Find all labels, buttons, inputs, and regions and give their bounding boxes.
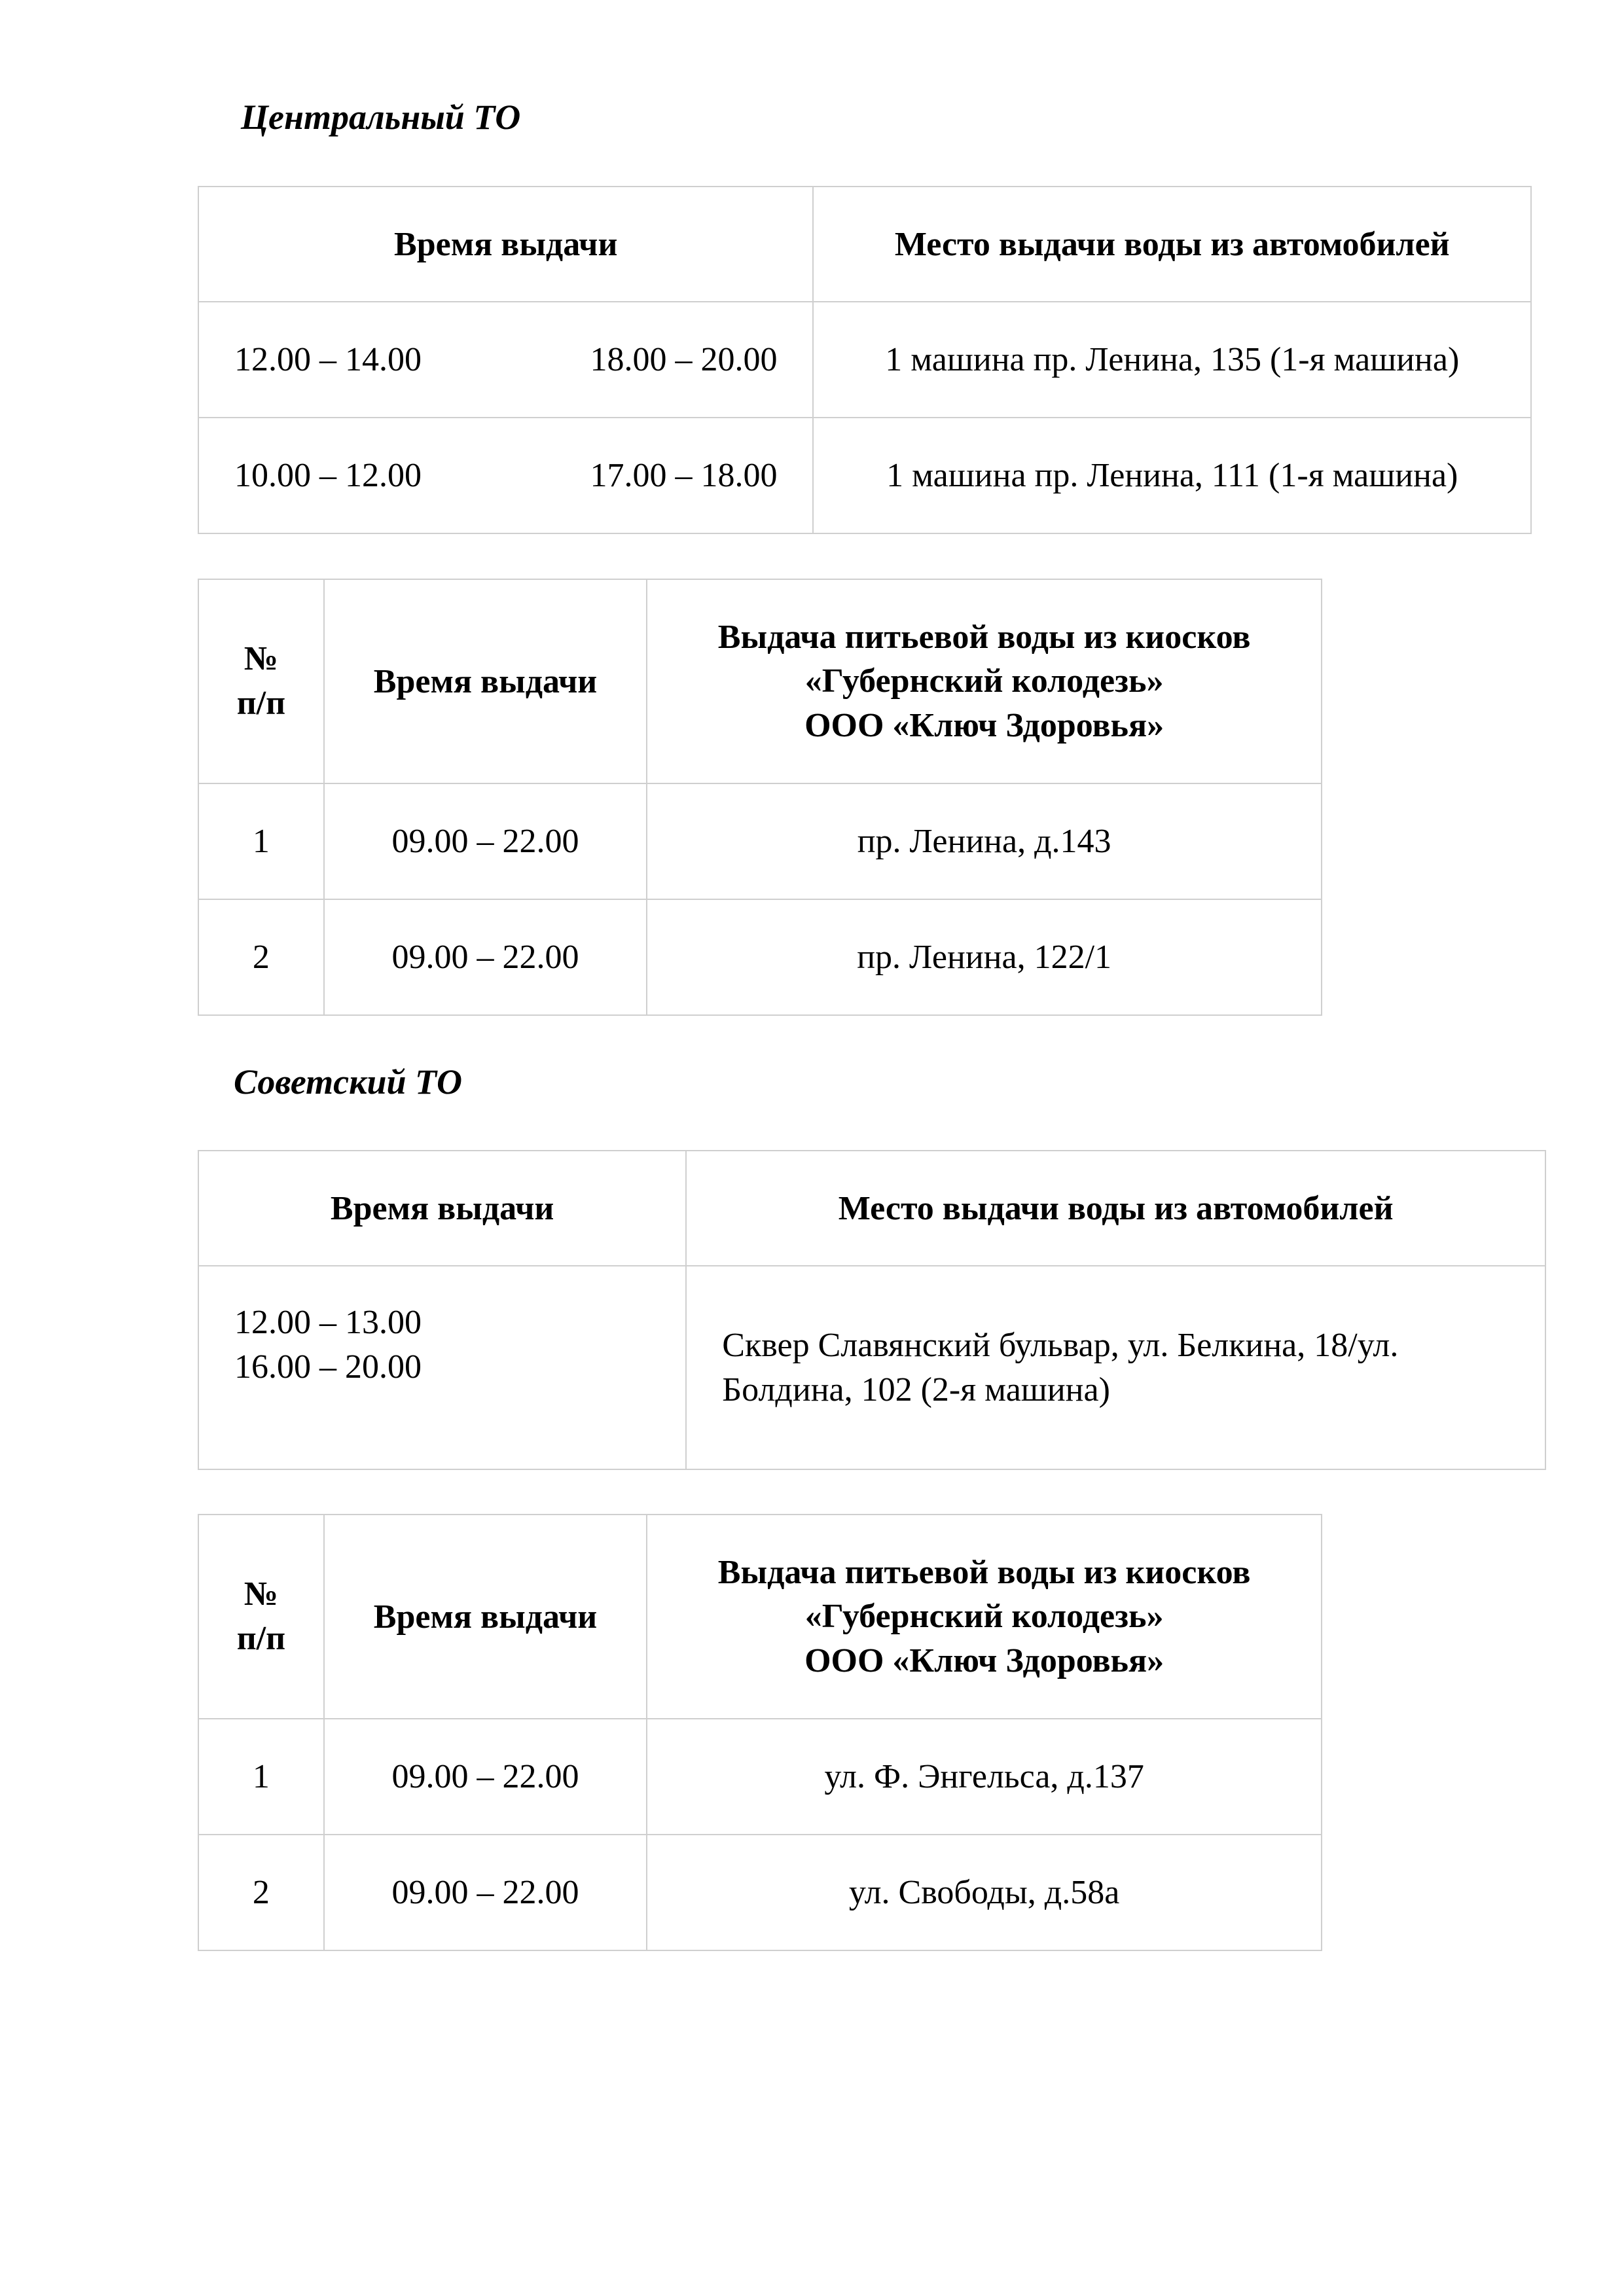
central-kiosks-table (198, 579, 1322, 1016)
place-cell: пр. Ленина, д.143 (647, 783, 1322, 899)
table-row (198, 783, 1322, 899)
time-range: 18.00 – 20.00 (590, 341, 778, 378)
number-cell: 1 (198, 1719, 324, 1835)
place-cell: пр. Ленина, 122/1 (647, 899, 1322, 1015)
time-cell: 09.00 – 22.00 (324, 1719, 647, 1835)
place-cell: ул. Ф. Энгельса, д.137 (647, 1719, 1322, 1835)
header-place: Место выдачи воды из автомобилей (686, 1151, 1545, 1266)
header-place: Место выдачи воды из автомобилей (813, 187, 1531, 302)
time-cell (198, 1266, 686, 1469)
place-cell: ул. Свободы, д.58а (647, 1835, 1322, 1950)
place-cell: 1 машина пр. Ленина, 135 (1-я машина) (813, 302, 1531, 418)
table-row (198, 1266, 1545, 1469)
central-section-title: Центральный ТО (241, 98, 521, 137)
time-range: 16.00 – 20.00 (234, 1348, 422, 1386)
table-row (198, 1835, 1322, 1950)
table-header-row (198, 579, 1322, 783)
time-range: 12.00 – 14.00 (234, 341, 422, 378)
table-row (198, 418, 1531, 533)
central-cars-table (198, 186, 1532, 534)
time-cell: 09.00 – 22.00 (324, 1835, 647, 1950)
header-time: Время выдачи (198, 1151, 686, 1266)
header-time: Время выдачи (324, 579, 647, 783)
header-place: Выдача питьевой воды из киосков «Губернский колодезь» ООО «Ключ Здоровья» (647, 579, 1322, 783)
table-header-row (198, 1151, 1545, 1266)
header-number: № п/п (198, 1515, 324, 1719)
soviet-section-title: Советский ТО (234, 1062, 462, 1102)
soviet-kiosks-table (198, 1514, 1322, 1951)
number-cell: 1 (198, 783, 324, 899)
time-range: 17.00 – 18.00 (590, 457, 778, 494)
table-row (198, 899, 1322, 1015)
header-time: Время выдачи (324, 1515, 647, 1719)
header-place: Выдача питьевой воды из киосков «Губернский колодезь» ООО «Ключ Здоровья» (647, 1515, 1322, 1719)
header-number: № п/п (198, 579, 324, 783)
number-cell: 2 (198, 899, 324, 1015)
time-range: 10.00 – 12.00 (234, 457, 422, 494)
time-range: 12.00 – 13.00 (234, 1304, 422, 1341)
number-cell: 2 (198, 1835, 324, 1950)
table-row (198, 1719, 1322, 1835)
place-cell: 1 машина пр. Ленина, 111 (1-я машина) (813, 418, 1531, 533)
header-time: Время выдачи (198, 187, 813, 302)
time-cell (198, 418, 813, 533)
table-header-row (198, 1515, 1322, 1719)
place-cell: Сквер Славянский бульвар, ул. Белкина, 18/ул. Болдина, 102 (2-я машина) (686, 1266, 1545, 1469)
time-cell (198, 302, 813, 418)
table-header-row (198, 187, 1531, 302)
soviet-cars-table (198, 1150, 1546, 1470)
time-cell: 09.00 – 22.00 (324, 899, 647, 1015)
table-row (198, 302, 1531, 418)
time-cell: 09.00 – 22.00 (324, 783, 647, 899)
